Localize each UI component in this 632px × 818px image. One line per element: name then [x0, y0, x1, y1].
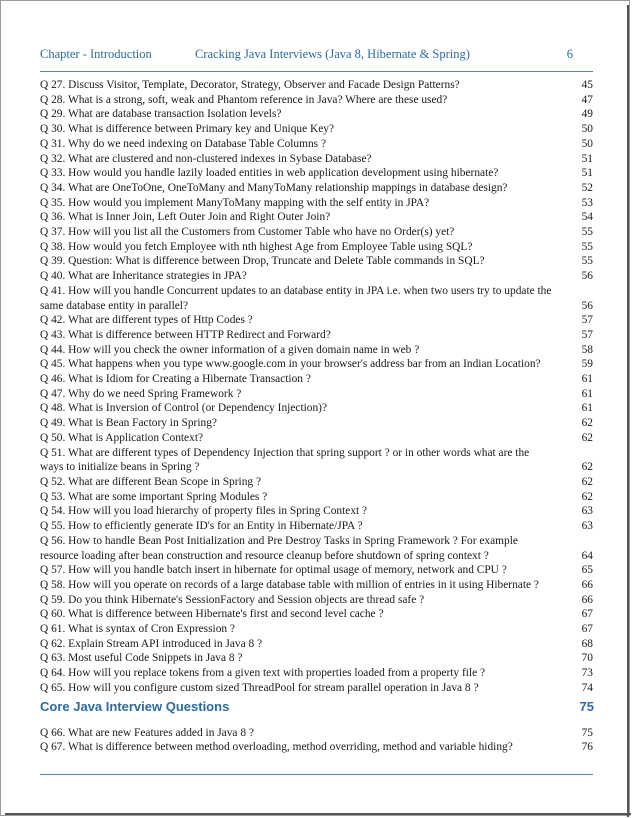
toc-entry[interactable] — [40, 210, 594, 225]
toc-entry-text: Q 31. Why do we need indexing on Database Table Columns ? — [40, 137, 327, 150]
toc-entry-text: Q 42. What are different types of Http Codes ? — [40, 314, 253, 327]
toc-entry[interactable] — [40, 416, 594, 431]
toc-entry-text: Q 57. How will you handle batch insert in hibernate for optimal usage of memory, network and CPU ? — [40, 564, 507, 577]
toc-entry[interactable] — [40, 196, 594, 211]
toc-entry[interactable] — [40, 519, 594, 534]
toc-entry-page: 75 — [581, 726, 593, 739]
toc-group — [40, 563, 594, 695]
page-shadow-bottom — [5, 813, 631, 815]
toc-entry-56[interactable] — [40, 534, 594, 563]
toc-entry-text: Q 43. What is difference between HTTP Redirect and Forward? — [40, 328, 331, 341]
toc-entry[interactable] — [40, 504, 594, 519]
toc-entry[interactable] — [40, 563, 594, 578]
toc-entry-line: Q 56. How to handle Bean Post Initialization and Pre Destroy Tasks in Spring Framework ? For example — [40, 534, 518, 547]
toc-entry-text: Q 49. What is Bean Factory in Spring? — [40, 417, 217, 430]
toc-entry-text: Q 48. What is Inversion of Control (or Dependency Injection)? — [40, 402, 328, 415]
toc-entry-page: 53 — [581, 196, 593, 209]
toc-entry-text: Q 66. What are new Features added in Java 8 ? — [40, 726, 254, 739]
toc-entry-page: 47 — [581, 93, 593, 106]
toc-entry-line: same database entity in parallel? — [40, 299, 189, 312]
toc-entry-page: 62 — [581, 490, 593, 503]
toc-entry[interactable] — [40, 313, 594, 328]
toc-entry-text: Q 40. What are Inheritance strategies in JPA? — [40, 270, 247, 283]
toc-entry[interactable] — [40, 122, 594, 137]
toc-entry-text: Q 33. How would you handle lazily loaded entities in web application development using hibernate? — [40, 167, 499, 180]
page-shadow-right — [627, 5, 629, 817]
toc-entry-text: Q 27. Discuss Visitor, Template, Decorator, Strategy, Observer and Facade Design Patterns? — [40, 79, 460, 91]
toc-entry-page: 57 — [581, 314, 593, 327]
toc-entry[interactable] — [40, 78, 594, 93]
toc-entry[interactable] — [40, 651, 594, 666]
toc-entry[interactable] — [40, 666, 594, 681]
section-title: Core Java Interview Questions — [40, 698, 230, 714]
toc-entry-text: Q 65. How will you configure custom sized ThreadPool for stream parallel operation in Java 8 ? — [40, 681, 479, 694]
toc-entry-page: 68 — [581, 637, 593, 650]
toc-entry-page: 59 — [581, 358, 593, 371]
toc-entry[interactable] — [40, 107, 594, 122]
toc-entry[interactable] — [40, 328, 594, 343]
toc-entry-text: Q 58. How will you operate on records of a large database table with million of entries in it using Hibernate ? — [40, 578, 539, 591]
toc-entry-page: 61 — [581, 402, 593, 415]
toc-entry-page: 56 — [581, 299, 593, 312]
toc-entry-page: 45 — [581, 79, 593, 91]
toc-entry-page: 55 — [581, 240, 593, 253]
header-page-number: 6 — [566, 47, 573, 61]
toc-entry-page: 65 — [581, 564, 593, 577]
toc-entry[interactable] — [40, 181, 594, 196]
toc-entry-page: 57 — [581, 328, 593, 341]
header-rule — [40, 71, 593, 72]
toc-entry-page: 52 — [581, 181, 593, 194]
toc-entry-page: 67 — [581, 608, 593, 621]
toc-entry-text: Q 45. What happens when you type www.google.com in your browser's address bar from an Indian Location? — [40, 358, 541, 371]
toc-entry-text: Q 55. How to efficiently generate ID's for an Entity in Hibernate/JPA ? — [40, 520, 363, 533]
toc-entry[interactable] — [40, 240, 594, 255]
toc-entry-page: 54 — [581, 211, 593, 224]
toc-entry-51[interactable] — [40, 446, 594, 475]
toc-entry-page: 62 — [581, 417, 593, 430]
toc-entry-text: Q 37. How will you list all the Customers from Customer Table who have no Order(s) yet? — [40, 226, 455, 239]
toc-entry-text: Q 36. What is Inner Join, Left Outer Join and Right Outer Join? — [40, 211, 331, 224]
toc-entry[interactable] — [40, 740, 594, 755]
toc-entry[interactable] — [40, 681, 594, 696]
toc-entry-page: 73 — [581, 667, 593, 680]
toc-entry-line: Q 41. How will you handle Concurrent updates to an database entity in JPA i.e. when two users try to update the — [40, 284, 552, 297]
toc-group — [40, 78, 594, 284]
toc-entry-page: 74 — [581, 681, 593, 694]
toc-entry[interactable] — [40, 372, 594, 387]
toc-entry-text: Q 39. Question: What is difference between Drop, Truncate and Delete Table commands in SQL? — [40, 255, 485, 268]
toc-entry[interactable] — [40, 431, 594, 446]
toc-entry[interactable] — [40, 578, 594, 593]
toc-entry-page: 62 — [581, 461, 593, 474]
toc-entry-text: Q 38. How would you fetch Employee with nth highest Age from Employee Table using SQL? — [40, 240, 473, 253]
toc-entry-page: 50 — [581, 137, 593, 150]
toc-entry-page: 64 — [581, 549, 593, 562]
toc-entry-text: Q 63. Most useful Code Snippets in Java 8 ? — [40, 652, 243, 665]
toc-entry[interactable] — [40, 607, 594, 622]
toc-entry-page: 63 — [581, 505, 593, 518]
toc-entry[interactable] — [40, 166, 594, 181]
toc-entry-text: Q 64. How will you replace tokens from a given text with properties loaded from a property file ? — [40, 667, 486, 680]
toc-entry-page: 62 — [581, 475, 593, 488]
toc-entry[interactable] — [40, 225, 594, 240]
toc-entry-text: Q 44. How will you check the owner information of a given domain name in web ? — [40, 343, 420, 356]
toc-entry-page: 76 — [581, 741, 593, 754]
toc-entry-page: 51 — [581, 167, 593, 180]
toc-entry-text: Q 32. What are clustered and non-clustered indexes in Sybase Database? — [40, 152, 372, 165]
toc-entry[interactable] — [40, 622, 594, 637]
toc-entry-text: Q 54. How will you load hierarchy of property files in Spring Context ? — [40, 505, 368, 518]
header-chapter: Chapter - Introduction — [40, 47, 152, 61]
section-heading[interactable] — [40, 696, 594, 722]
toc-entry-text: Q 28. What is a strong, soft, weak and Phantom reference in Java? Where are these used? — [40, 93, 448, 106]
toc-group — [40, 313, 594, 445]
toc-entry-page: 66 — [581, 578, 593, 591]
toc-entry-page: 63 — [581, 520, 593, 533]
toc-entry[interactable] — [40, 387, 594, 402]
toc-entry[interactable] — [40, 593, 594, 608]
toc-entry-page: 66 — [581, 593, 593, 606]
toc-entry[interactable] — [40, 357, 594, 372]
toc-entry-page: 50 — [581, 123, 593, 136]
toc-entry[interactable] — [40, 269, 594, 284]
toc-entry[interactable] — [40, 93, 594, 108]
toc-entry-page: 62 — [581, 431, 593, 444]
toc-entry-page: 58 — [581, 343, 593, 356]
section-page: 75 — [579, 698, 594, 714]
toc-entry[interactable] — [40, 726, 594, 741]
toc-entry-text: Q 30. What is difference between Primary key and Unique Key? — [40, 123, 335, 136]
toc-entry[interactable] — [40, 343, 594, 358]
toc-group — [40, 726, 594, 755]
toc-entry-page: 61 — [581, 387, 593, 400]
toc-entry-page: 55 — [581, 226, 593, 239]
toc-entry-page: 51 — [581, 152, 593, 165]
toc-entry-text: Q 35. How would you implement ManyToMany mapping with the self entity in JPA? — [40, 196, 430, 209]
toc-entry-page: 70 — [581, 652, 593, 665]
footer-rule — [40, 774, 593, 775]
toc-entry[interactable] — [40, 401, 594, 416]
toc-entry-page: 67 — [581, 623, 593, 636]
toc-entry[interactable] — [40, 475, 594, 490]
toc-entry-text: Q 67. What is difference between method overloading, method overriding, method and variable hiding? — [40, 741, 513, 754]
toc-entry-page: 61 — [581, 373, 593, 386]
toc-entry-page: 49 — [581, 108, 593, 121]
toc-entry-line: ways to initialize beans in Spring ? — [40, 461, 200, 474]
toc-entry[interactable] — [40, 254, 594, 269]
toc-entry-text: Q 46. What is Idiom for Creating a Hibernate Transaction ? — [40, 373, 311, 386]
toc-entry-text: Q 60. What is difference between Hibernate's first and second level cache ? — [40, 608, 384, 621]
toc-entry-text: Q 47. Why do we need Spring Framework ? — [40, 387, 242, 400]
toc-entry-page: 56 — [581, 270, 593, 283]
toc-entry-41[interactable] — [40, 284, 594, 313]
toc-entry[interactable] — [40, 637, 594, 652]
toc-entry[interactable] — [40, 490, 594, 505]
toc-entry-text: Q 62. Explain Stream API introduced in Java 8 ? — [40, 637, 263, 650]
toc-entry[interactable] — [40, 152, 594, 167]
toc-entry-page: 55 — [581, 255, 593, 268]
toc-entry-text: Q 50. What is Application Context? — [40, 431, 204, 444]
toc-entry-text: Q 34. What are OneToOne, OneToMany and ManyToMany relationship mappings in database design? — [40, 181, 508, 194]
toc-entry-text: Q 59. Do you think Hibernate's SessionFactory and Session objects are thread safe ? — [40, 593, 425, 606]
toc-entry-text: Q 61. What is syntax of Cron Expression ? — [40, 623, 235, 636]
toc-entry-line: Q 51. What are different types of Dependency Injection that spring support ? or in other words what are the — [40, 446, 530, 459]
toc-entry-line: resource loading after bean construction and resource cleanup before shutdown of spring context ? — [40, 549, 489, 562]
toc-entry[interactable] — [40, 137, 594, 152]
header-book-title: Cracking Java Interviews (Java 8, Hibernate & Spring) — [195, 47, 470, 61]
running-header — [40, 47, 573, 63]
toc-entry-text: Q 29. What are database transaction Isolation levels? — [40, 108, 282, 121]
table-of-contents — [40, 78, 594, 755]
toc-group — [40, 475, 594, 534]
toc-entry-text: Q 52. What are different Bean Scope in Spring ? — [40, 475, 261, 488]
toc-entry-text: Q 53. What are some important Spring Modules ? — [40, 490, 268, 503]
